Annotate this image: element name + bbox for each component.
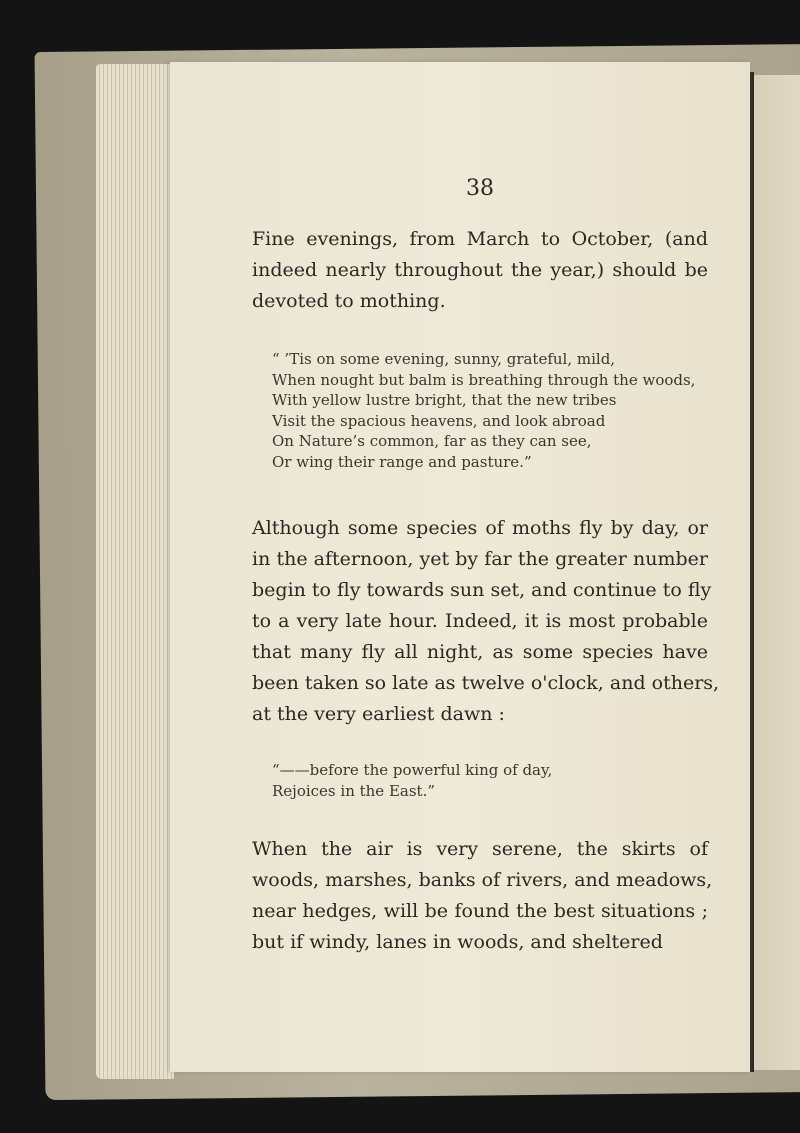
text-line: near hedges, will be found the best situations ;: [252, 900, 708, 922]
text-line: begin to fly towards sun set, and continue to fly: [252, 579, 712, 601]
facing-page-edge: [752, 75, 800, 1070]
paragraph-1: [252, 224, 708, 317]
text-line: in the afternoon, yet by far the greater number: [252, 548, 708, 570]
verse-quote-1: [272, 349, 702, 472]
verse-line: When nought but balm is breathing through the woods,: [272, 370, 696, 389]
text-line: Fine evenings, from March to October, (and: [252, 228, 708, 250]
verse-line: “——before the powerful king of day,: [272, 761, 553, 779]
verse-line: With yellow lustre bright, that the new tribes: [272, 391, 617, 409]
text-line: to a very late hour. Indeed, it is most probable: [252, 610, 708, 632]
text-line: When the air is very serene, the skirts of: [252, 838, 708, 860]
verse-quote-2: [272, 760, 702, 801]
text-line: at the very earliest dawn :: [252, 703, 505, 725]
verse-line: Or wing their range and pasture.”: [272, 452, 532, 471]
page-number: 38: [466, 176, 494, 201]
text-line: been taken so late as twelve o'clock, and others,: [252, 672, 720, 694]
page-edges: [96, 64, 174, 1079]
text-line: that many fly all night, as some species have: [252, 641, 708, 663]
text-line: devoted to mothing.: [252, 290, 446, 312]
verse-line: On Nature’s common, far as they can see,: [272, 432, 592, 450]
verse-line: “ ’Tis on some evening, sunny, grateful, mild,: [272, 350, 616, 368]
verse-line: Visit the spacious heavens, and look abroad: [272, 411, 606, 430]
text-line: woods, marshes, banks of rivers, and meadows,: [252, 869, 713, 891]
verse-line: Rejoices in the East.”: [272, 781, 436, 800]
text-line: but if windy, lanes in woods, and sheltered: [252, 931, 663, 953]
text-line: Although some species of moths fly by day, or: [252, 517, 708, 539]
paragraph-2: [252, 513, 720, 730]
paragraph-3: [252, 834, 713, 958]
text-line: indeed nearly throughout the year,) should be: [252, 259, 708, 281]
